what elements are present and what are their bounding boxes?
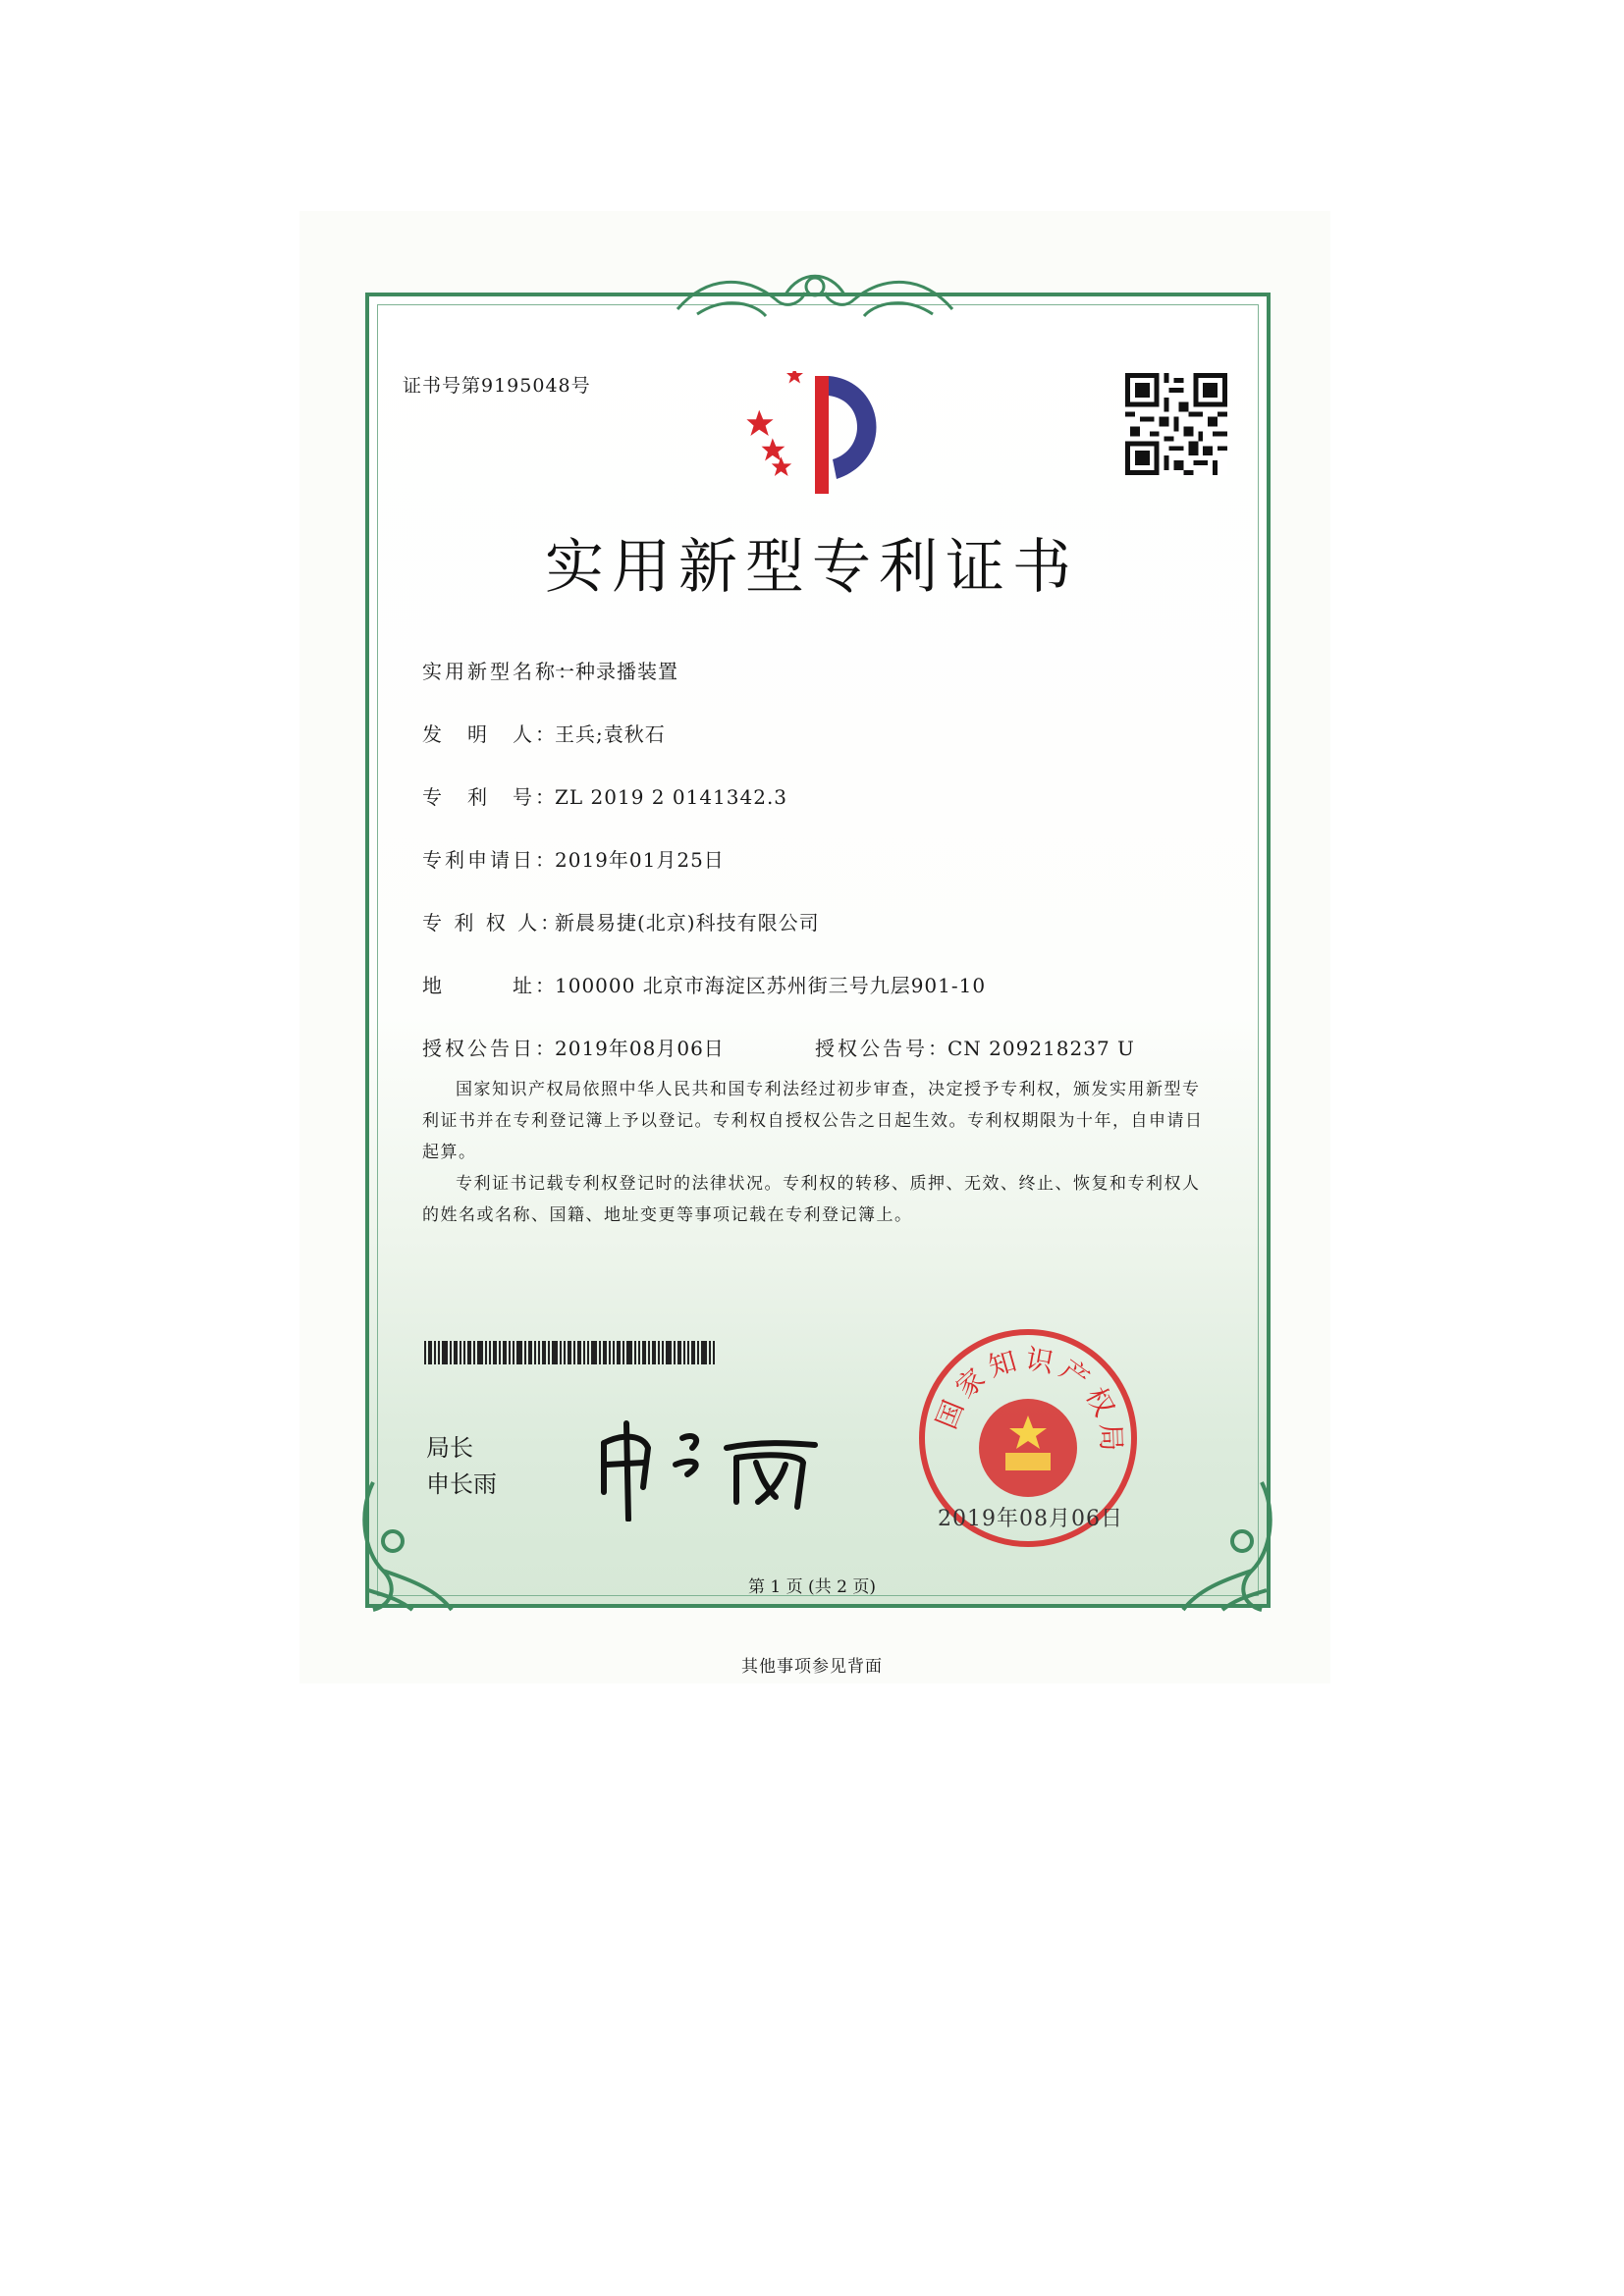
field-value: CN 209218237 U (947, 1037, 1135, 1060)
qr-code-icon (1125, 373, 1227, 475)
field-grant-number (815, 1033, 1135, 1061)
field-value: 一种录播装置 (555, 660, 678, 683)
field-label: 地 址： (422, 974, 558, 997)
field-label: 实用新型名称： (422, 660, 580, 683)
field-value: 2019年08月06日 (555, 1037, 725, 1060)
corner-ornament-icon (1173, 1472, 1281, 1620)
field-grant-date (422, 1033, 725, 1061)
field-value: ZL 2019 2 0141342.3 (555, 785, 788, 809)
barcode-icon (424, 1341, 715, 1364)
certificate-number: 证书号第9195048号 (403, 375, 591, 397)
paragraph-grant: 国家知识产权局依照中华人民共和国专利法经过初步审查，决定授予专利权，颁发实用新型专利证书并在专利登记簿上予以登记。专利权自授权公告之日起生效。专利权期限为十年，自申请日起算。 (422, 1080, 1204, 1162)
field-value: 王兵;袁秋石 (555, 722, 666, 746)
field-label: 授权公告日： (422, 1037, 558, 1060)
field-patent-number (422, 781, 787, 810)
field-label: 专 利 号： (422, 785, 558, 809)
seal-date: 2019年08月06日 (938, 1507, 1123, 1531)
paragraph-legal-status: 专利证书记载专利权登记时的法律状况。专利权的转移、质押、无效、终止、恢复和专利权人的姓名或名称、国籍、地址变更等事项记载在专利登记簿上。 (422, 1174, 1201, 1225)
signatory-name: 申长雨 (426, 1470, 497, 1498)
field-address (422, 970, 986, 998)
seal-text: 国家知识产权局 (929, 1342, 1128, 1458)
certificate-body-text (422, 1074, 1218, 1231)
handwritten-signature-icon (589, 1404, 825, 1522)
field-label: 专利申请日： (422, 848, 558, 872)
field-label: 授权公告号： (815, 1037, 950, 1060)
field-label: 发 明 人： (422, 722, 558, 746)
field-application-date (422, 844, 725, 873)
field-value: 2019年01月25日 (555, 848, 725, 872)
corner-ornament-icon (353, 1472, 461, 1620)
page-indicator: 第 1 页 (共 2 页) (748, 1577, 876, 1597)
signatory-role: 局长 (426, 1434, 473, 1462)
patent-office-logo-icon (738, 371, 905, 499)
field-value: 新晨易捷(北京)科技有限公司 (555, 911, 820, 934)
field-utility-model-name (422, 656, 678, 684)
footer-note: 其他事项参见背面 (741, 1657, 883, 1677)
field-inventors (422, 719, 666, 747)
certificate-title: 实用新型专利证书 (545, 533, 1079, 602)
field-patentee (422, 907, 820, 935)
field-value: 100000 北京市海淀区苏州街三号九层901-10 (555, 974, 987, 997)
field-label: 专 利 权 人： (422, 911, 564, 934)
top-ornament-icon (668, 265, 962, 324)
